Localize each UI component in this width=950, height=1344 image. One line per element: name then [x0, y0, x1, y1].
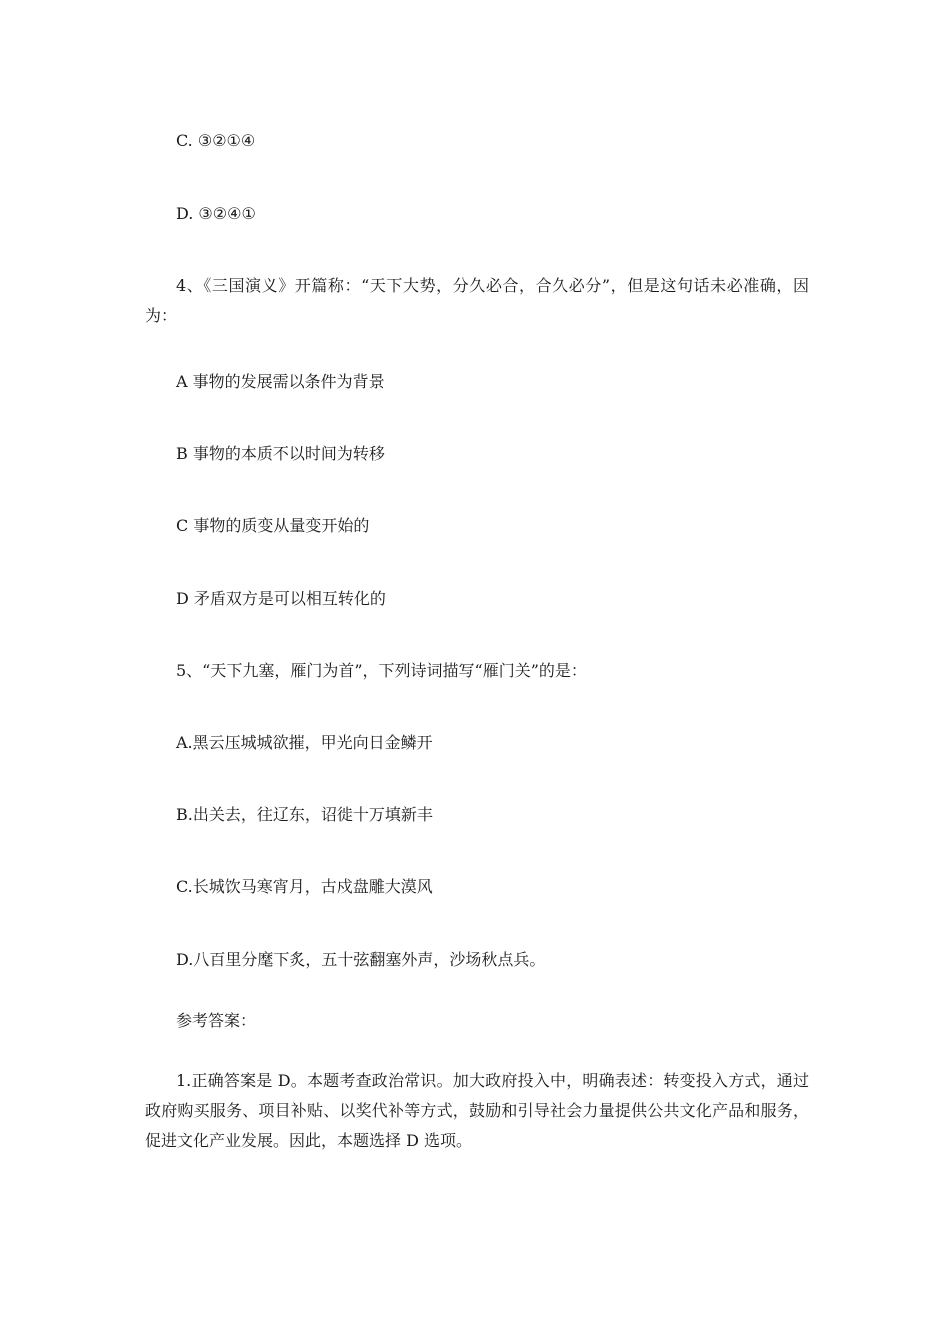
q4-option-d: D 矛盾双方是可以相互转化的	[176, 589, 386, 608]
q3-option-d: D. ③②④①	[176, 204, 256, 223]
q5-option-d: D.八百里分麾下炙，五十弦翻塞外声，沙场秋点兵。	[176, 950, 546, 969]
answers-heading: 参考答案：	[176, 1011, 257, 1030]
q5-stem: 5、“天下九塞，雁门为首”，下列诗词描写“雁门关”的是：	[176, 661, 587, 680]
q4-option-a: A 事物的发展需以条件为背景	[176, 372, 385, 391]
answer-1: 1.正确答案是 D。本题考查政治常识。加大政府投入中，明确表述：转变投入方式，通过政府购买服务、项目补贴、以奖代补等方式，鼓励和引导社会力量提供公共文化产品和服务，促进文化产业发展。因此，本题选择 D 选项。	[145, 1071, 809, 1150]
q4-option-b: B 事物的本质不以时间为转移	[176, 444, 385, 463]
q5-option-c: C.长城饮马寒宵月，古戍盘雕大漠风	[176, 877, 433, 896]
q4-stem: 4、《三国演义》开篇称：“天下大势，分久必合，合久必分”，但是这句话未必准确，因为：	[145, 276, 809, 325]
q3-option-c: C. ③②①④	[176, 131, 256, 150]
q5-option-a: A.黑云压城城欲摧，甲光向日金鳞开	[176, 733, 433, 752]
q4-option-c: C 事物的质变从量变开始的	[176, 516, 370, 535]
q5-option-b: B.出关去，往辽东，诏徙十万填新丰	[176, 805, 433, 824]
